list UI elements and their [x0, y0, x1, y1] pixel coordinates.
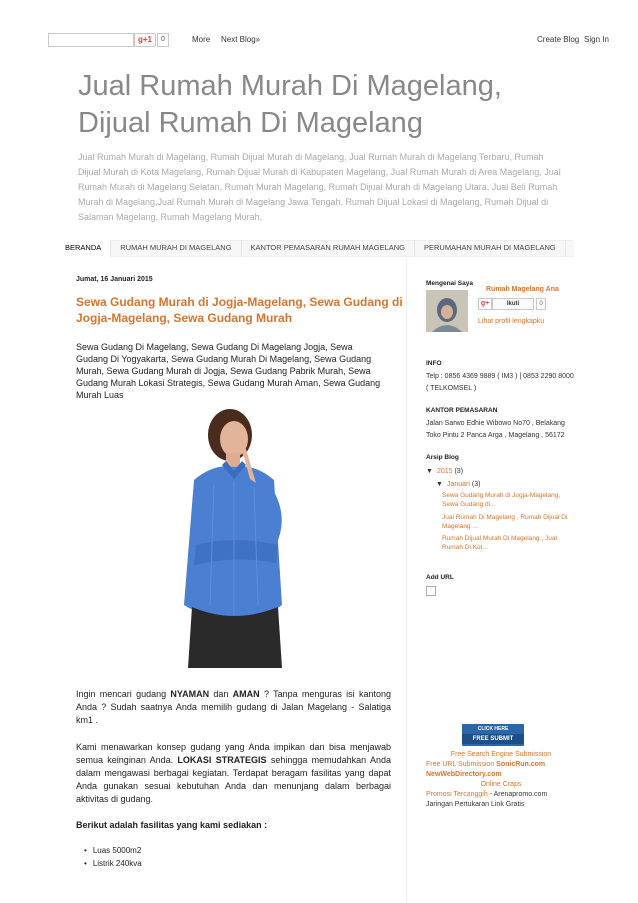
follow-button[interactable]: Ikuti — [492, 298, 534, 310]
broken-image-icon[interactable] — [426, 586, 436, 596]
info-text: Telp : 0856 4369 9889 ( IM3 ) | 0853 2290 8000 ( TELKOMSEL ) — [426, 373, 574, 392]
woman-thinking-illustration — [154, 395, 314, 668]
profile-photo-icon — [426, 290, 468, 332]
page-tabs — [64, 240, 574, 257]
tab-kantor-pemasaran[interactable]: KANTOR PEMASARAN RUMAH MAGELANG — [242, 240, 415, 257]
post-image — [154, 395, 314, 668]
gplus-icon: g+ — [478, 298, 492, 310]
post-paragraph-1: Ingin mencari gudang NYAMAN dan AMAN ? Tanpa menguras isi kantong Anda ? Sudah saatnya Anda memilih gudang di Jalan Magelang - Salatiga km1 . — [76, 689, 391, 725]
directory-link[interactable]: NewWebDirectory.com — [426, 771, 502, 778]
site-title[interactable]: Jual Rumah Murah Di Magelang, Dijual Rumah Di Magelang — [78, 70, 502, 139]
archive-post-link[interactable]: Sewa Gudang Murah di Jogja-Magelang, Sewa Gudang di... — [442, 492, 561, 508]
tab-perumahan-murah[interactable]: PERUMAHAN MURAH DI MAGELANG — [415, 240, 566, 257]
profile-name[interactable]: Rumah Magelang Ana — [486, 286, 559, 293]
submission-link[interactable]: Free Search Engine Submission — [450, 751, 552, 758]
archive-month[interactable]: ▼ Januari (3) — [436, 481, 481, 488]
follow-count: 0 — [536, 298, 546, 310]
archive-post-link[interactable]: Jual Rumah Di Magelang , Rumah Dijual Di Magelang ... — [442, 514, 568, 530]
list-item: • Luas 5000m2 — [84, 844, 142, 857]
craps-link[interactable]: Online Craps — [480, 781, 522, 788]
triangle-down-icon[interactable]: ▼ — [426, 468, 433, 475]
facilities-list — [84, 844, 142, 870]
more-link[interactable]: More — [192, 35, 211, 44]
about-title: Mengenai Saya — [426, 280, 473, 287]
url-submission-line: Free URL Submission SonicRun.com — [426, 761, 546, 768]
next-blog-link[interactable]: Next Blog» — [221, 35, 261, 44]
gplus-button[interactable]: g+1 — [134, 33, 156, 47]
avatar[interactable] — [426, 290, 468, 332]
profile-link[interactable]: Lihat profil lengkapku — [478, 318, 545, 325]
office-title: KANTOR PEMASARAN — [426, 407, 498, 414]
triangle-down-icon[interactable]: ▼ — [436, 481, 443, 488]
sign-in-link[interactable]: Sign In — [584, 35, 609, 44]
office-text: Jalan Sarwo Edhie Wibowo No70 , Belakang Toko Pintu 2 Panca Arga , Magelang , 56172 — [426, 420, 565, 439]
site-description: Jual Rumah Murah di Magelang, Rumah Dijual Murah di Magelang, Jual Rumah Murah di Magelang Terbaru, Rumah Dijual Murah di Kota Magelang, Rumah Dijual Murah di Kabupaten Magelang, Jual Rumah Murah di Area Magelang, Jual Rumah Murah di Magelang Selatan, Rumah Murah Magelang, Rumah Dijual Murah di Magelang Utara, Jual Beli Rumah Murah di Magelang,Jual Rumah Murah di Magelang Jawa Tengah, Rumah Dijual Lokasi di Magelang, Rumah Dijual di Salaman Magelang, Rumah Magelang Murah, — [78, 152, 561, 222]
post-paragraph-2: Kami menawarkan konsep gudang yang Anda impikan dan bisa menjawab semua keinginan Anda. LOKASI STRATEGIS sehingga memudahkan Anda dalam mengawasi berbagai kegiatan. Terdapat beragam fasilitas yang dapat Anda gunakan sesuai kebutuhan Anda dan menunjang dalam berbagai aktivitas di gudang. — [76, 742, 391, 804]
submit-links — [426, 750, 576, 810]
tab-rumah-murah[interactable]: RUMAH MURAH DI MAGELANG — [111, 240, 241, 257]
gplus-count: 0 — [157, 33, 169, 47]
archive-title: Arsip Blog — [426, 454, 459, 461]
info-title: INFO — [426, 360, 442, 367]
facilities-heading: Berikut adalah fasilitas yang kami sediakan : — [76, 820, 268, 830]
link-exchange-text: Jaringan Pertukaran Link Gratis — [426, 801, 525, 808]
archive-post-link[interactable]: Rumah Dijual Murah Di Magelang , Jual Rumah Di Kot... — [442, 535, 557, 551]
archive-year[interactable]: ▼ 2015 (3) — [426, 468, 464, 475]
navbar-search-input[interactable] — [48, 33, 134, 47]
list-item: • Listrik 240kva — [84, 857, 142, 870]
main-column — [64, 258, 407, 903]
tab-beranda[interactable]: BERANDA — [64, 240, 111, 257]
free-submit-badge[interactable]: CLICK HERE FREE SUBMIT — [462, 724, 524, 746]
promo-line: Promosi Tercanggih - Arenapromo.com — [426, 791, 548, 798]
post-intro: Sewa Gudang Di Magelang, Sewa Gudang Di Magelang Jogja, Sewa Gudang Di Yogyakarta, Sewa Gudang Murah Di Magelang, Sewa Gudang Murah, Sewa Gudang Murah di Jogja, Sewa Gudang Pabrik Murah, Sewa Gudang Murah Lokasi Strategis, Sewa Gudang Murah Aman, Sewa Gudang Murah Luas — [76, 342, 381, 400]
create-blog-link[interactable]: Create Blog — [537, 35, 580, 44]
addurl-title: Add URL — [426, 574, 454, 581]
post-date: Jumat, 16 Januari 2015 — [76, 276, 153, 283]
post-title[interactable]: Sewa Gudang Murah di Jogja-Magelang, Sewa Gudang di Jogja-Magelang, Sewa Gudang Murah — [76, 295, 403, 325]
